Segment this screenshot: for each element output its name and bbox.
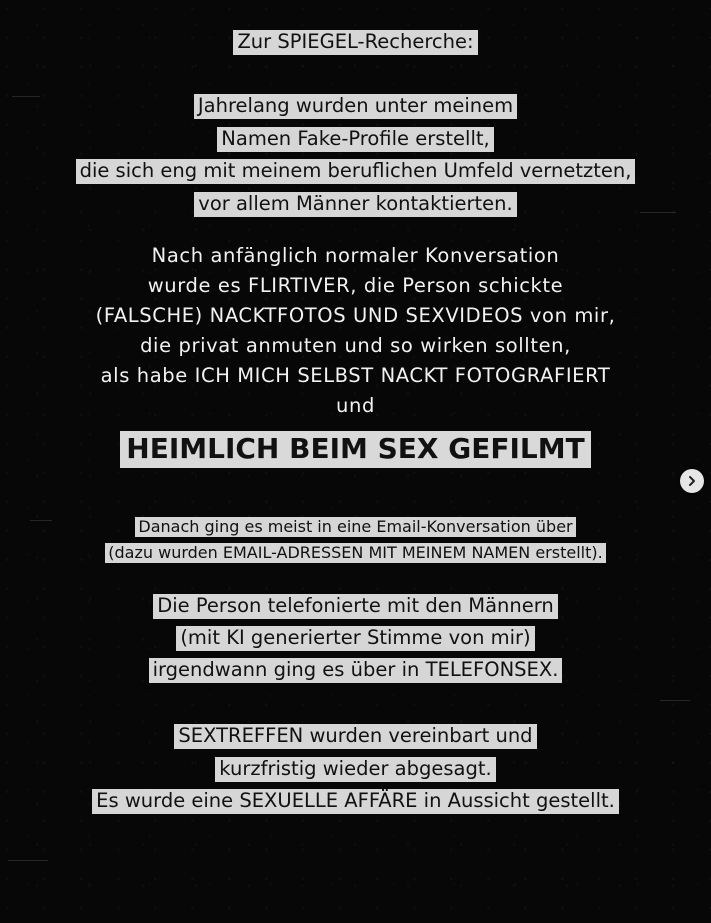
plain-text-line: Nach anfänglich normaler Konversation	[151, 244, 560, 267]
chevron-right-icon	[686, 475, 698, 487]
heading-line	[0, 30, 711, 55]
highlighted-text: (dazu wurden EMAIL-ADRESSEN MIT MEINEM NAMEN erstellt).	[105, 543, 605, 563]
text-line	[0, 626, 711, 651]
highlighted-text: (mit KI generierter Stimme von mir)	[176, 626, 534, 651]
heading-text: Zur SPIEGEL-Recherche:	[233, 30, 477, 55]
text-line	[0, 594, 711, 619]
highlighted-text: die sich eng mit meinem beruflichen Umfeld vernetzten,	[76, 159, 636, 184]
plain-text-line: die privat anmuten und so wirken sollten,	[140, 334, 571, 357]
highlighted-text: SEXTREFFEN wurden vereinbart und	[174, 724, 536, 749]
film-scratch	[8, 860, 48, 861]
highlighted-text: vor allem Männer kontaktierten.	[194, 192, 516, 217]
plain-text-line: (FALSCHE) NACKTFOTOS UND SEXVIDEOS von mir,	[95, 304, 616, 327]
highlighted-text: Es wurde eine SEXUELLE AFFÄRE in Aussicht gestellt.	[92, 789, 619, 814]
text-line	[0, 159, 711, 184]
text-line	[0, 724, 711, 749]
plain-text-line: und	[336, 394, 375, 417]
text-line	[0, 658, 711, 683]
carousel-next-button[interactable]	[680, 469, 704, 493]
text-line	[0, 757, 711, 782]
highlighted-text: kurzfristig wieder abgesagt.	[215, 757, 495, 782]
text-line	[0, 543, 711, 563]
text-line	[0, 789, 711, 814]
highlighted-text: Die Person telefonierte mit den Männern	[153, 594, 558, 619]
headline-text: HEIMLICH BEIM SEX GEFILMT	[120, 431, 590, 468]
text-line	[0, 94, 711, 119]
plain-text-line: als habe ICH MICH SELBST NACKT FOTOGRAFIERT	[100, 364, 611, 387]
plain-text-line: wurde es FLIRTIVER, die Person schickte	[147, 274, 564, 297]
text-line	[0, 127, 711, 152]
headline-line	[0, 431, 711, 468]
highlighted-text: Namen Fake-Profile erstellt,	[217, 127, 493, 152]
highlighted-text: Danach ging es meist in eine Email-Konversation über	[135, 517, 575, 537]
highlighted-text: Jahrelang wurden unter meinem	[194, 94, 517, 119]
highlighted-text: irgendwann ging es über in TELEFONSEX.	[149, 658, 563, 683]
text-line	[0, 192, 711, 217]
text-line	[0, 517, 711, 537]
film-scratch	[660, 700, 690, 701]
